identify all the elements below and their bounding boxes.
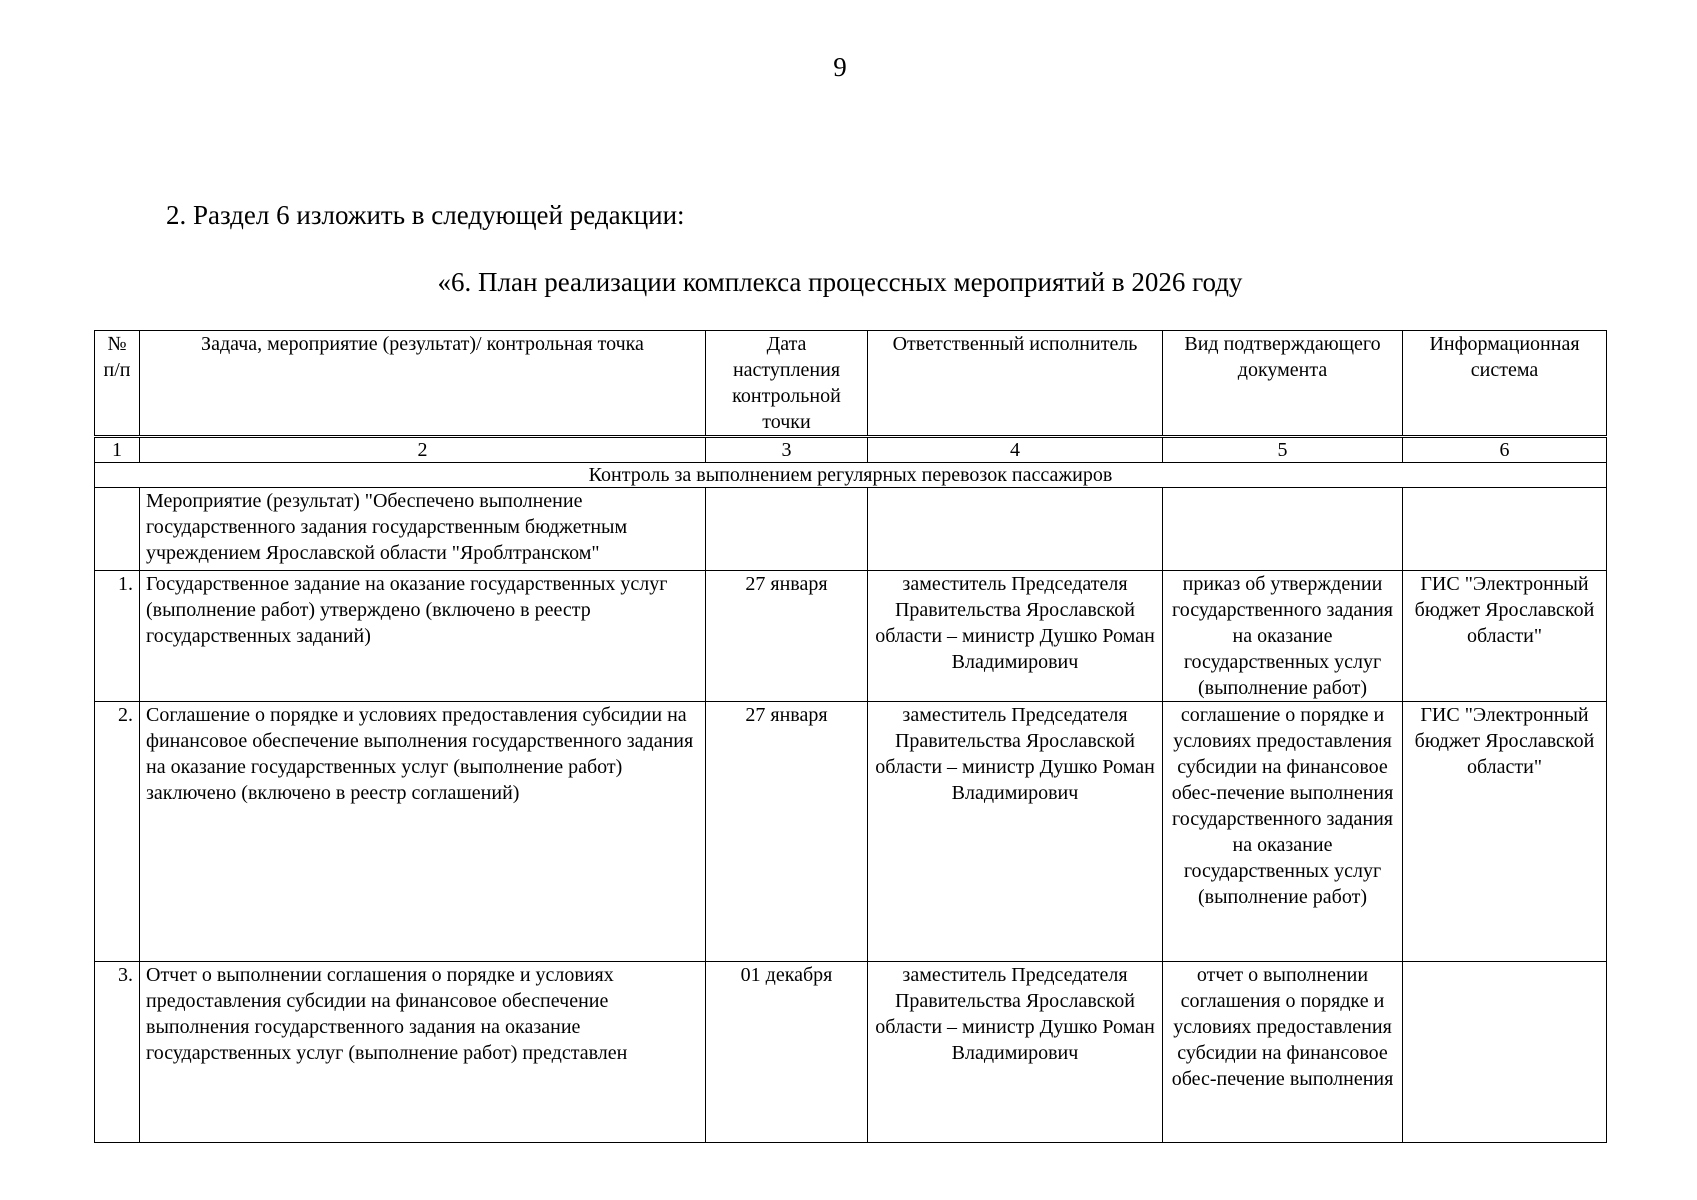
header-responsible: Ответственный исполнитель	[868, 331, 1163, 437]
column-number: 3	[706, 437, 868, 463]
row-document: соглашение о порядке и условиях предоставления субсидии на финансовое обес-печение выполнения государственного задания на оказание государственных услуг (выполнение работ)	[1163, 702, 1403, 962]
table-row	[95, 488, 1607, 571]
column-number: 5	[1163, 437, 1403, 463]
header-document: Вид подтверждающего документа	[1163, 331, 1403, 437]
event-title: Мероприятие (результат) "Обеспечено выполнение государственного задания государственным бюджетным учреждением Ярославской области "Яроблтранском"	[140, 488, 706, 571]
row-num: 1.	[95, 571, 140, 702]
row-date: 27 января	[706, 702, 868, 962]
intro-text: 2. Раздел 6 изложить в следующей редакции:	[166, 200, 685, 230]
row-system: ГИС "Электронный бюджет Ярославской области"	[1403, 702, 1607, 962]
table-header-row	[95, 331, 1607, 437]
empty-cell	[1403, 488, 1607, 571]
empty-cell	[868, 488, 1163, 571]
row-task: Отчет о выполнении соглашения о порядке и условиях предоставления субсидии на финансовое обеспечение выполнения государственного задания на оказание государственных услуг (выполнение работ) представлен	[140, 962, 706, 1143]
plan-title: «6. План реализации комплекса процессных мероприятий в 2026 году	[437, 267, 1243, 297]
row-num: 2.	[95, 702, 140, 962]
row-system: ГИС "Электронный бюджет Ярославской области"	[1403, 571, 1607, 702]
page-number: 9	[833, 52, 847, 82]
column-number: 6	[1403, 437, 1607, 463]
row-responsible: заместитель Председателя Правительства Ярославской области – министр Душко Роман Владимирович	[868, 962, 1163, 1143]
table-row	[95, 702, 1607, 962]
table-row	[95, 571, 1607, 702]
column-numbers-row	[95, 437, 1607, 463]
row-document: приказ об утверждении государственного задания на оказание государственных услуг (выполнение работ)	[1163, 571, 1403, 702]
section-row	[95, 463, 1607, 488]
row-task: Государственное задание на оказание государственных услуг (выполнение работ) утверждено (включено в реестр государственных заданий)	[140, 571, 706, 702]
row-date: 27 января	[706, 571, 868, 702]
row-num: 3.	[95, 962, 140, 1143]
row-responsible: заместитель Председателя Правительства Ярославской области – министр Душко Роман Владимирович	[868, 571, 1163, 702]
empty-cell	[706, 488, 868, 571]
row-system	[1403, 962, 1607, 1143]
row-date: 01 декабря	[706, 962, 868, 1143]
plan-table	[94, 330, 1607, 1143]
header-task: Задача, мероприятие (результат)/ контрольная точка	[140, 331, 706, 437]
empty-cell	[1163, 488, 1403, 571]
row-document: отчет о выполнении соглашения о порядке и условиях предоставления субсидии на финансовое обес-печение выполнения	[1163, 962, 1403, 1143]
header-date: Дата наступления контрольной точки	[706, 331, 868, 437]
column-number: 4	[868, 437, 1163, 463]
row-task: Соглашение о порядке и условиях предоставления субсидии на финансовое обеспечение выполнения государственного задания на оказание государственных услуг (выполнение работ) заключено (включено в реестр соглашений)	[140, 702, 706, 962]
table-row	[95, 962, 1607, 1143]
section-title: Контроль за выполнением регулярных перевозок пассажиров	[95, 463, 1607, 488]
header-system: Информационная система	[1403, 331, 1607, 437]
row-responsible: заместитель Председателя Правительства Ярославской области – министр Душко Роман Владимирович	[868, 702, 1163, 962]
column-number: 2	[140, 437, 706, 463]
column-number: 1	[95, 437, 140, 463]
header-num: № п/п	[95, 331, 140, 437]
event-num-cell	[95, 488, 140, 571]
